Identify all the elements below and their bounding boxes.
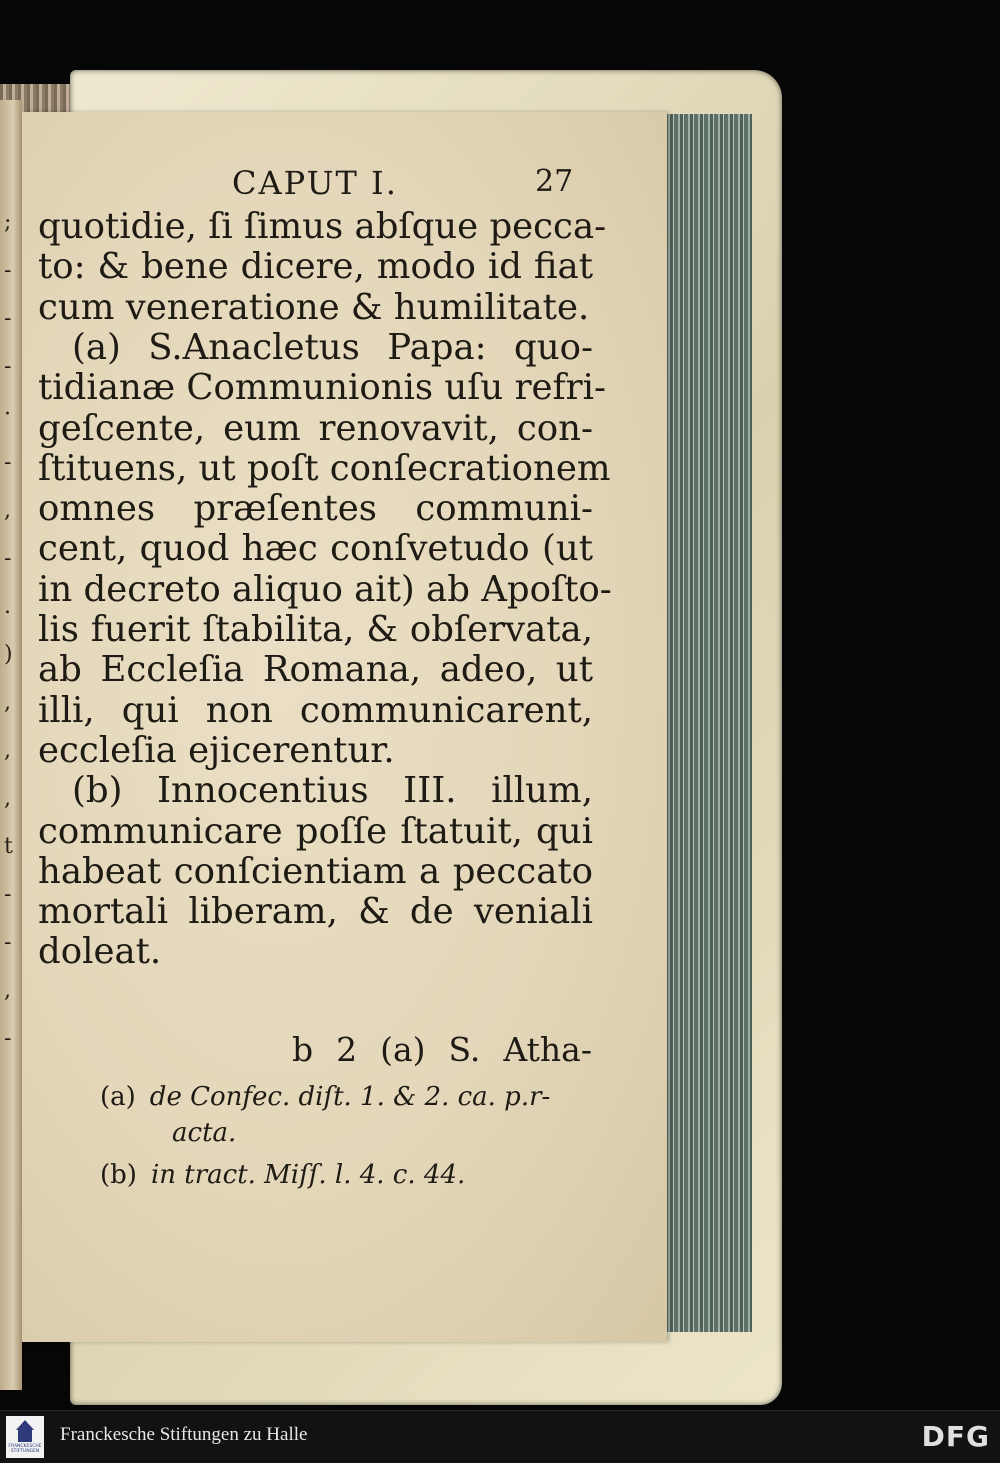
footnote-label: (b) — [100, 1160, 137, 1190]
text-line: mortali liberam, & de veniali — [38, 891, 593, 933]
text-line: illi, qui non communicarent, — [38, 689, 593, 731]
facing-page-glyph: , — [4, 498, 11, 523]
footnote — [100, 1082, 595, 1112]
facing-page-glyph: ) — [4, 642, 13, 667]
facing-page-glyph: , — [4, 690, 11, 715]
facing-page-glyph: - — [4, 354, 12, 379]
book-fore-edge — [652, 114, 752, 1332]
footnote-label: (a) — [100, 1082, 136, 1112]
catchword: b 2 (a) S. Atha- — [292, 1030, 592, 1069]
footnote-text: de Confec. diſt. 1. & 2. ca. p.r- — [149, 1082, 551, 1112]
text-line: ab Eccleſia Romana, adeo, ut — [38, 649, 593, 691]
text-line: to: & bene dicere, modo id fiat — [38, 246, 593, 288]
text-line: cum veneratione & humilitate. — [38, 286, 590, 328]
text-line: quotidie, ſi ſimus abſque pecca- — [38, 206, 607, 247]
text-line: omnes præſentes communi- — [38, 488, 593, 530]
facing-page-glyph: , — [4, 978, 11, 1003]
facing-page-glyph: - — [4, 930, 12, 955]
text-line: cent, quod hæc conſvetudo (ut — [38, 528, 593, 570]
running-title: CAPUT I. — [232, 164, 398, 202]
facing-page-glyph: , — [4, 786, 11, 811]
footnote-text: acta. — [172, 1118, 237, 1148]
text-line: habeat conſcientiam a peccato — [38, 850, 593, 892]
text-line: geſcente, eum renovavit, con- — [38, 407, 593, 449]
facing-page-glyph: . — [4, 594, 11, 619]
text-line: (a) S.Anacletus Papa: quo- — [72, 326, 593, 368]
logo-house-icon — [18, 1430, 32, 1442]
facing-page-sliver — [0, 100, 22, 1390]
facing-page-glyph: t — [4, 834, 13, 859]
facing-page-glyph: - — [4, 546, 12, 571]
viewer-footer — [0, 1410, 1000, 1463]
facing-page-glyph: , — [4, 738, 11, 763]
text-line: lis fuerit ſtabilita, & obſervata, — [38, 609, 593, 650]
logo-text: FRANCKESCHE STIFTUNGEN — [8, 1444, 42, 1454]
facing-page-glyph: ; — [4, 210, 12, 235]
dfg-logo[interactable]: DFG — [921, 1420, 990, 1453]
text-line: (b) Innocentius III. illum, — [72, 770, 593, 812]
institution-logo[interactable] — [6, 1416, 44, 1458]
logo-roof-icon — [16, 1420, 34, 1430]
facing-page-glyph: - — [4, 258, 12, 283]
footnote — [100, 1160, 595, 1190]
institution-name[interactable]: Franckesche Stiftungen zu Halle — [60, 1424, 308, 1445]
text-line: doleat. — [38, 931, 162, 973]
footnote — [172, 1118, 667, 1148]
facing-page-glyph: - — [4, 1026, 12, 1051]
page-number: 27 — [535, 164, 574, 199]
text-line: eccleſia ejicerentur. — [38, 729, 395, 771]
facing-page-glyph: - — [4, 450, 12, 475]
facing-page-glyph: · — [4, 402, 11, 427]
text-line: ſtituens, ut poſt conſecrationem — [38, 447, 611, 489]
text-line: in decreto aliquo ait) ab Apoſto- — [38, 568, 612, 610]
text-line: communicare poſſe ſtatuit, qui — [38, 810, 593, 852]
facing-page-glyph: - — [4, 306, 12, 331]
facing-page-glyph: - — [4, 882, 12, 907]
footnote-text: in tract. Miſſ. l. 4. c. 44. — [150, 1160, 466, 1190]
text-line: tidianæ Communionis uſu refri- — [38, 367, 606, 409]
